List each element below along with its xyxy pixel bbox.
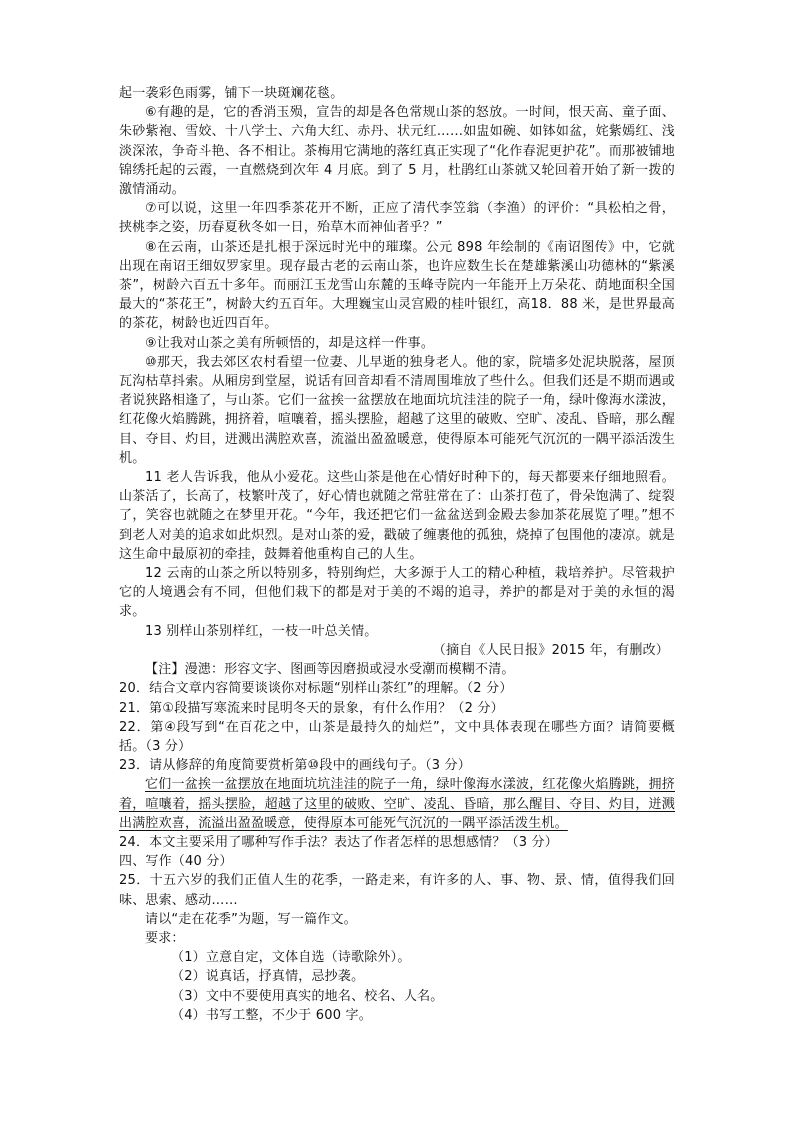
paragraph-8: ⑧在云南，山茶还是扎根于深远时光中的璀璨。公元 898 年绘制的《南诏图传》中，它就出现在南诏王细奴罗家里。现存最古老的云南山茶，也许应数生长在楚雄紫溪山功德林的“紫溪茶”，树龄六百五十多年。而丽江玉龙雪山东麓的玉峰寺院内一年能开上万朵花、荫地面积全国最大的“茶花王”，树龄大约五百年。大理巍宝山灵宫殿的桂叶银红，高18．88 米，是世界最高的茶花，树龄也近四百年。 (119, 239, 675, 332)
essay-requirement-2: （2）说真话，抒真情，忌抄袭。 (171, 969, 365, 985)
question-24: 24．本文主要采用了哪种写作手法？表达了作者怎样的思想感情？（3 分） (119, 834, 558, 850)
essay-requirements-label: 要求： (145, 930, 185, 946)
document-page (119, 84, 675, 1025)
essay-requirement-4: （4）书写工整，不少于 600 字。 (171, 1007, 372, 1023)
paragraph-6: ⑥有趣的是，它的香消玉殒，宣告的却是各色常规山茶的怒放。一时间，恨天高、童子面、朱砂紫袍、雪姣、十八学士、六角大红、赤丹、状元红……如盅如碗、如钵如盆，姹紫嫣红、浅淡深浓，争奇斗艳、各不相让。茶梅用它满地的落红真正实现了“化作春泥更护花”。而那被铺地锦绣托起的云霞，一直燃烧到次年 4 月底。到了 5 月，杜鹃红山茶就又轮回着开始了新一拨的激情涌动。 (119, 105, 675, 198)
annotation-note: 【注】漫漶：形容文字、图画等因磨损或浸水受潮而模糊不清。 (145, 662, 515, 678)
essay-task: 请以“走在花季”为题，写一篇作文。 (145, 911, 357, 927)
question-23: 23．请从修辞的角度简要赏析第⑩段中的画线句子。（3 分） (119, 758, 471, 774)
paragraph-13: 13 别样山茶别样红，一枝一叶总关情。 (145, 623, 378, 639)
paragraph-12: 12 云南的山茶之所以特别多，特别绚烂，大多源于人工的精心种植，栽培养护。尽管栽护它的人境遇会有不同，但他们栽下的都是对于美的不竭的追寻，养护的都是对于美的永恒的渴求。 (119, 566, 675, 620)
paragraph-11: 11 老人告诉我，他从小爱花。这些山茶是他在心情好时种下的，每天都要来仔细地照看。山茶活了，长高了，枝繁叶茂了，好心情也就随之常驻常在了：山茶打苞了，骨朵饱满了、绽裂了，笑容也就随之在梦里开花。“今年，我还把它们一盆盆送到金殿去参加茶花展览了哩。”想不到老人对美的追求如此炽烈。是对山茶的爱，戳破了缠裹他的孤独，烧掉了包围他的凄凉。就是这生命中最原初的牵挂，鼓舞着他重构自己的人生。 (119, 470, 675, 562)
question-22: 22．第④段写到“在百花之中，山茶是最持久的灿烂”，文中具体表现在哪些方面？请简要概括。（3 分） (119, 719, 675, 754)
question-23-underlined-quote: 它们一盆挨一盆摆放在地面坑坑洼洼的院子一角，绿叶像海水漾波，红花像火焰腾跳，拥挤着，喧嚷着，摇头摆脸，超越了这里的破败、空旷、凌乱、昏暗，那么醒目、夺目、灼目，迸溅出满腔欢喜，流溢出盈盈暖意，使得原本可能死气沉沉的一隅平添活泼生机。 (119, 777, 675, 831)
essay-requirement-3: （3）文中不要使用真实的地名、校名、人名。 (171, 988, 444, 1004)
paragraph-continuation: 起一袭彩色雨雾，铺下一块斑斓花毯。 (119, 86, 344, 101)
section-writing-heading: 四、写作（40 分） (119, 854, 233, 870)
paragraph-7: ⑦可以说，这里一年四季茶花开不断，正应了清代李笠翁（李渔）的评价：“具松柏之骨，挟桃李之姿，历春夏秋冬如一日，殆草木而神仙者乎？” (119, 201, 675, 236)
paragraph-9: ⑨让我对山茶之美有所顿悟的，却是这样一件事。 (145, 335, 435, 351)
question-25: 25．十五六岁的我们正值人生的花季，一路走来，有许多的人、事、物、景、情，值得我们回味、思索、感动…… (119, 873, 675, 908)
source-note: （摘自《人民日报》2015 年，有删改） (432, 642, 669, 658)
question-20: 20．结合文章内容简要谈谈你对标题“别样山茶红”的理解。（2 分） (119, 681, 513, 697)
paragraph-10: ⑩那天，我去郊区农村看望一位妻、儿早逝的独身老人。他的家，院墙多处泥块脱落，屋顶瓦沟枯草抖索。从厢房到堂屋，说话有回音却看不清周围堆放了些什么。但我们还是不期而遇或者说狭路相逢了，与山茶。它们一盆挨一盆摆放在地面坑坑洼洼的院子一角，绿叶像海水漾波，红花像火焰腾跳，拥挤着，喧嚷着，摇头摆脸，超越了这里的破败、空旷、凌乱、昏暗，那么醒目、夺目、灼目，迸溅出满腔欢喜，流溢出盈盈暖意，使得原本可能死气沉沉的一隅平添活泼生机。 (119, 354, 675, 466)
question-21: 21．第①段描写寒流来时昆明冬天的景象，有什么作用？（2 分） (119, 700, 504, 716)
essay-requirement-1: （1）立意自定，文体自选（诗歌除外）。 (171, 950, 411, 966)
